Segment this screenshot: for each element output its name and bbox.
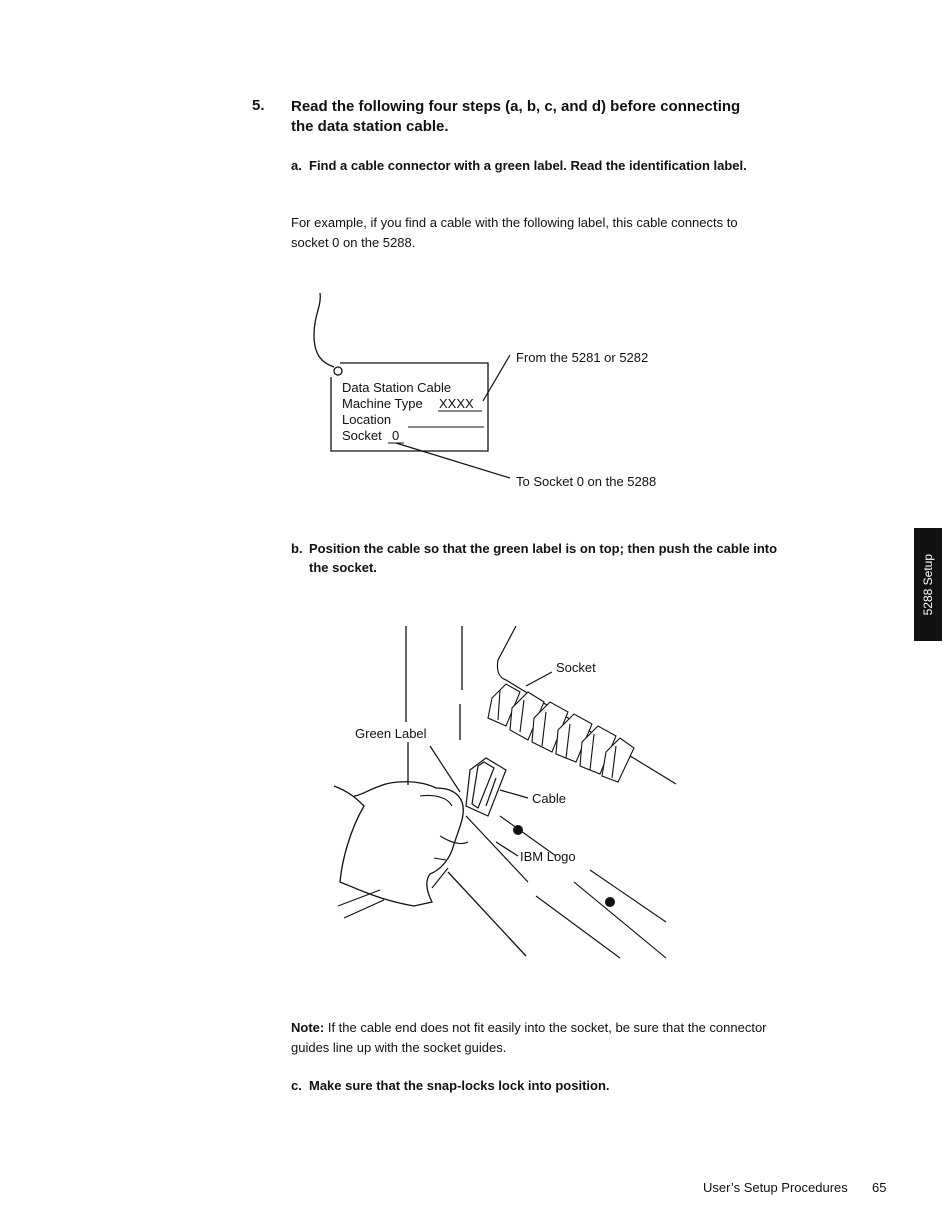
label-grommet-icon — [334, 367, 342, 375]
hand-finger-line — [420, 795, 452, 806]
substep-a-text: Find a cable connector with a green label. Read the identification label. — [309, 158, 747, 173]
ibm-logo-icon — [513, 825, 523, 835]
callout-to: To Socket 0 on the 5288 — [516, 474, 657, 489]
callout-to-leader — [396, 443, 510, 478]
hand-outline — [334, 782, 463, 906]
ibm-logo-icon-2 — [605, 897, 615, 907]
substep-b-text: Position the cable so that the green label is on top; then push the cable into the socket. — [309, 541, 778, 575]
cable-leader — [500, 790, 528, 798]
hand-edge-line — [432, 868, 448, 888]
label-line2-prefix: Machine Type — [342, 396, 423, 411]
machine-edge-line-3 — [590, 870, 666, 922]
note-text: If the cable end does not fit easily into the socket, be sure that the connector guides line up with the socket guides. — [291, 1020, 767, 1055]
callout-from: From the 5281 or 5282 — [516, 350, 649, 365]
label-string — [314, 293, 334, 367]
substep-c-letter: c. — [291, 1078, 302, 1093]
hand-wrist-line-2 — [344, 900, 384, 918]
callout-ibm-logo: IBM Logo — [520, 849, 576, 864]
page-number: 65 — [872, 1180, 887, 1195]
label-line4-value: 0 — [392, 428, 400, 443]
side-tab-label: 5288 Setup — [921, 553, 935, 616]
substep-a — [291, 156, 791, 175]
ibm-logo-leader — [496, 842, 518, 856]
step-title: Read the following four steps (a, b, c, and d) before connecting the data station cable. — [291, 98, 741, 135]
callout-socket: Socket — [556, 660, 596, 675]
callout-cable: Cable — [532, 791, 566, 806]
note-paragraph — [291, 1018, 771, 1058]
socket-row — [488, 684, 634, 782]
substep-c-text: Make sure that the snap-locks lock into position. — [309, 1078, 610, 1093]
hand-wrist-line-1 — [338, 890, 380, 906]
cable-trail-2 — [448, 872, 526, 956]
label-line3: Location — [342, 412, 392, 427]
label-line4-prefix: Socket — [342, 428, 382, 443]
hand-knuckle-line — [434, 858, 446, 860]
green-label-leader — [430, 746, 460, 792]
cable-connector — [466, 758, 506, 816]
label-figure — [300, 285, 720, 500]
substep-c — [291, 1076, 791, 1095]
substep-a-letter: a. — [291, 158, 302, 173]
substep-b-letter: b. — [291, 541, 303, 556]
footer-section: User’s Setup Procedures — [703, 1180, 848, 1195]
callout-from-leader — [483, 355, 510, 401]
socket-leader — [526, 672, 552, 686]
hand-thumb-line — [440, 836, 468, 844]
label-line2-value: XXXX — [439, 396, 474, 411]
step-number: 5. — [252, 97, 265, 114]
label-line1: Data Station Cable — [342, 380, 452, 395]
machine-edge-line-2 — [574, 882, 666, 958]
example-paragraph: For example, if you find a cable with the following label, this cable connects to socket 0 on the 5288. — [291, 215, 738, 250]
substep-b — [291, 539, 791, 577]
section-side-tab — [914, 528, 942, 641]
cable-socket-illustration — [320, 620, 700, 965]
callout-green-label: Green Label — [355, 726, 427, 741]
note-label: Note: — [291, 1020, 325, 1035]
